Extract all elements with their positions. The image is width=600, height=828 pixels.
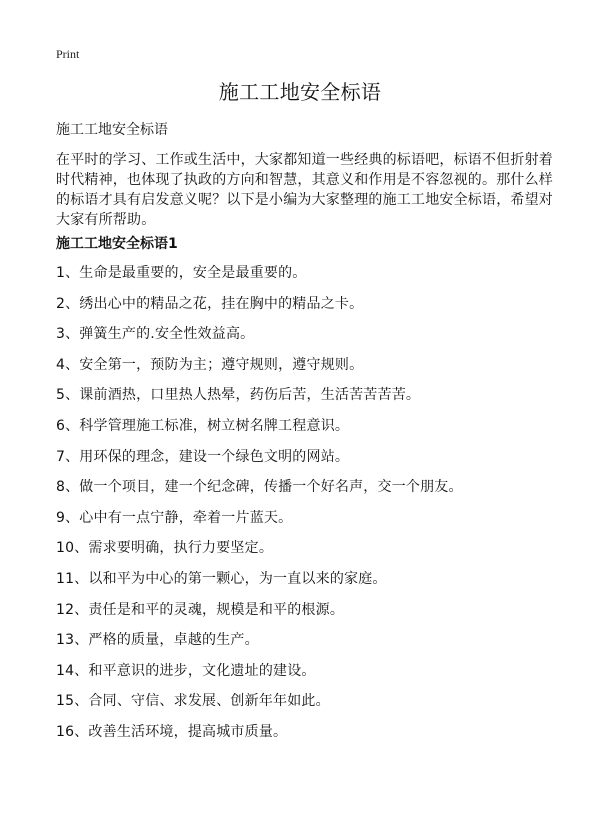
section-heading: 施工工地安全标语1 <box>56 236 178 252</box>
list-item: 13、严格的质量，卓越的生产。 <box>56 632 259 649</box>
list-item: 6、科学管理施工标准，树立树名牌工程意识。 <box>56 417 350 434</box>
list-item: 7、用环保的理念，建设一个绿色文明的网站。 <box>56 448 350 465</box>
page-title: 施工工地安全标语 <box>218 80 382 104</box>
list-item: 14、和平意识的进步，文化遗址的建设。 <box>56 662 316 679</box>
list-item: 4、安全第一，预防为主；遵守规则，遵守规则。 <box>56 356 364 373</box>
list-item: 5、课前酒热，口里热人热晕，药伤后苦，生活苦苦苦苦。 <box>56 387 421 404</box>
print-label[interactable]: Print <box>56 47 80 61</box>
list-item: 9、心中有一点宁静，牵着一片蓝天。 <box>56 509 293 526</box>
intro-paragraph: 在平时的学习、工作或生活中，大家都知道一些经典的标语吧，标语不但折射着时代精神，也体现了执政的方向和智慧，其意义和作用是不容忽视的。那什么样的标语才具有启发意义呢？以下是小编为大家整理的施工工地安全标语，希望对大家有所帮助。 <box>56 152 553 228</box>
document-subtitle: 施工工地安全标语 <box>56 122 168 138</box>
slogan-list <box>56 264 463 754</box>
list-item: 10、需求要明确，执行力要坚定。 <box>56 540 274 557</box>
list-item: 15、合同、守信、求发展、创新年年如此。 <box>56 693 330 710</box>
list-item: 12、责任是和平的灵魂，规模是和平的根源。 <box>56 601 345 618</box>
list-item: 3、弹簧生产的.安全性效益高。 <box>56 326 255 343</box>
list-item: 2、绣出心中的精品之花，挂在胸中的精品之卡。 <box>56 295 364 312</box>
list-item: 1、生命是最重要的，安全是最重要的。 <box>56 265 307 281</box>
list-item: 11、以和平为中心的第一颗心，为一直以来的家庭。 <box>56 570 387 587</box>
list-item: 16、改善生活环境，提高城市质量。 <box>56 723 288 740</box>
list-item: 8、做一个项目，建一个纪念碑，传播一个好名声，交一个朋友。 <box>56 479 463 496</box>
